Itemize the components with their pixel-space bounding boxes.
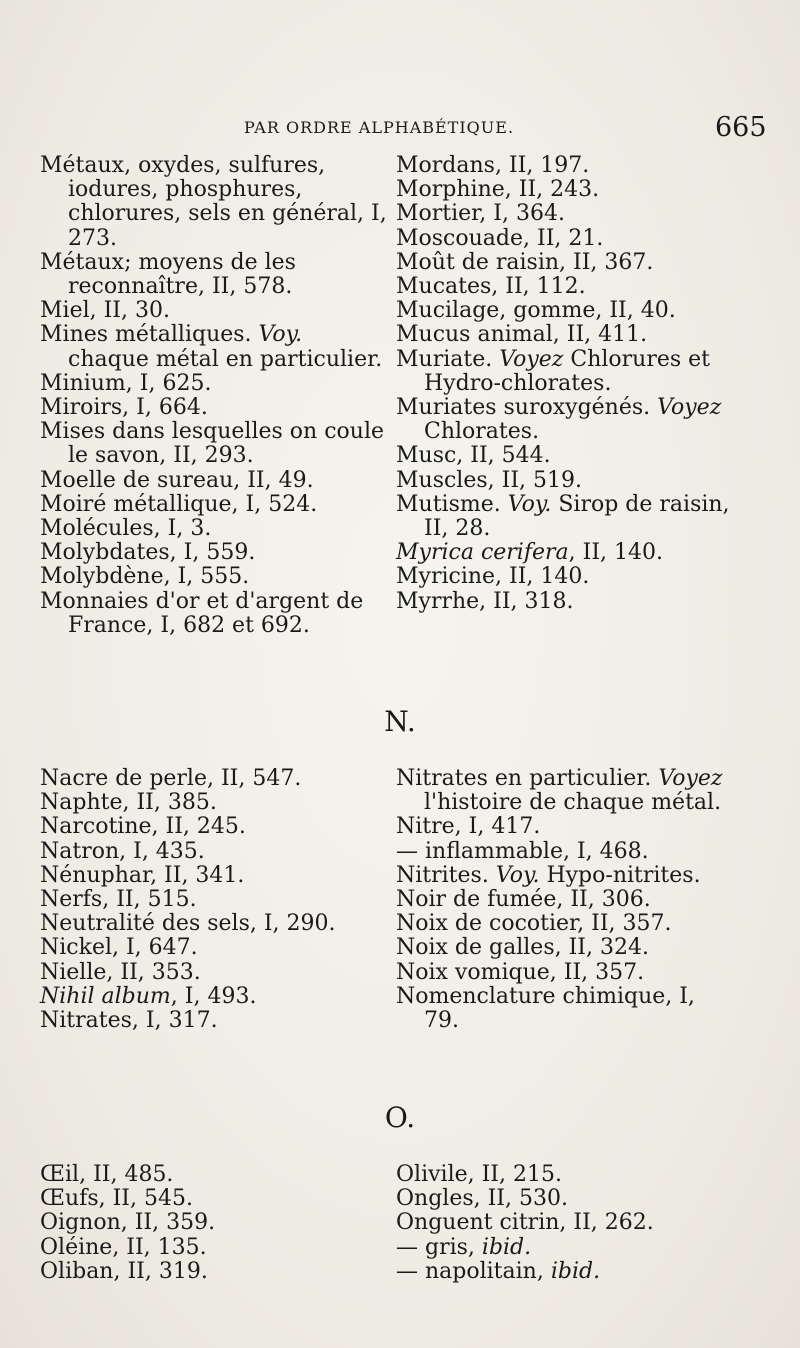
- index-entry: Molécules, I, 3.: [40, 516, 212, 542]
- index-entry: Métaux, oxydes, sulfures, iodures, phosphures, chlorures, sels en général, I, 273.: [40, 153, 387, 251]
- index-entry: Mortier, I, 364.: [396, 201, 565, 227]
- index-entry: — napolitain, ibid.: [396, 1258, 601, 1284]
- index-entry: Naphte, II, 385.: [40, 790, 217, 816]
- index-entry: Olivile, II, 215.: [396, 1162, 562, 1187]
- index-entry: Moelle de sureau, II, 49.: [40, 467, 314, 493]
- index-entry: Nerfs, II, 515.: [40, 887, 197, 913]
- index-entry: Noix de cocotier, II, 357.: [396, 911, 672, 937]
- index-entry: Miel, II, 30.: [40, 298, 170, 324]
- index-entry: Nénuphar, II, 341.: [40, 862, 245, 888]
- index-entry: Nomenclature chimique, I, 79.: [396, 983, 695, 1034]
- index-entry: Oignon, II, 359.: [40, 1210, 216, 1236]
- index-entry: Mucates, II, 112.: [396, 274, 586, 300]
- index-entry: Nitrites. Voy. Hypo-nitrites.: [396, 862, 701, 888]
- index-entry: Ongles, II, 530.: [396, 1186, 568, 1212]
- index-entry: Onguent citrin, II, 262.: [396, 1210, 654, 1236]
- index-entry-italic: Nihil album, I, 493.: [40, 983, 257, 1009]
- index-entry: Moût de raisin, II, 367.: [396, 249, 654, 275]
- section-o-left-column: [40, 1163, 390, 1284]
- index-entry: Nielle, II, 353.: [40, 959, 201, 985]
- index-entry: Molybdène, I, 555.: [40, 564, 250, 590]
- index-entry: Mises dans lesquelles on coule le savon, II, 293.: [40, 419, 384, 469]
- index-entry: Oliban, II, 319.: [40, 1258, 208, 1284]
- index-entry: Mucus animal, II, 411.: [396, 322, 648, 348]
- index-entry: Musc, II, 544.: [396, 443, 551, 469]
- section-m-left-column: [40, 154, 390, 638]
- section-letter-n: N.: [384, 705, 416, 738]
- running-title: PAR ORDRE ALPHABÉTIQUE.: [244, 118, 515, 137]
- index-entry: Molybdates, I, 559.: [40, 540, 256, 566]
- index-entry: Nacre de perle, II, 547.: [40, 766, 302, 791]
- section-n-left-column: [40, 767, 390, 1033]
- index-entry: Oléine, II, 135.: [40, 1234, 207, 1260]
- index-entry: Natron, I, 435.: [40, 838, 205, 864]
- index-entry: Nickel, I, 647.: [40, 935, 198, 961]
- index-entry: Morphine, II, 243.: [396, 177, 600, 203]
- index-entry: Muriate. Voyez Chlorures et Hydro-chlorates.: [396, 346, 711, 396]
- index-entry: Nitrates en particulier. Voyez l'histoire de chaque métal.: [396, 766, 723, 816]
- index-entry: Mines métalliques. Voy. chaque métal en particulier.: [40, 322, 383, 372]
- section-o-right-column: [396, 1163, 736, 1284]
- index-entry-italic: Myrica cerifera, II, 140.: [396, 540, 663, 566]
- section-m-right-column: [396, 154, 736, 614]
- index-entry: Narcotine, II, 245.: [40, 814, 246, 840]
- index-entry: Muriates suroxygénés. Voyez Chlorates.: [396, 395, 722, 445]
- index-entry: Moscouade, II, 21.: [396, 225, 604, 251]
- index-entry: Noix de galles, II, 324.: [396, 935, 649, 961]
- index-entry: — gris, ibid.: [396, 1234, 532, 1260]
- index-entry: — inflammable, I, 468.: [396, 838, 649, 864]
- section-n-right-column: [396, 767, 736, 1033]
- index-entry: Mordans, II, 197.: [396, 153, 590, 178]
- index-entry: Noir de fumée, II, 306.: [396, 887, 651, 913]
- index-entry: Neutralité des sels, I, 290.: [40, 911, 336, 937]
- index-entry: Œufs, II, 545.: [40, 1186, 193, 1212]
- index-entry: Nitrates, I, 317.: [40, 1008, 218, 1034]
- index-entry: Myrrhe, II, 318.: [396, 588, 574, 614]
- index-entry: Métaux; moyens de les reconnaître, II, 578.: [40, 249, 296, 300]
- page-number: 665: [715, 112, 767, 143]
- index-entry: Muscles, II, 519.: [396, 467, 582, 493]
- index-entry: Minium, I, 625.: [40, 370, 212, 396]
- index-entry: Myricine, II, 140.: [396, 564, 590, 590]
- index-entry: Mucilage, gomme, II, 40.: [396, 298, 676, 324]
- index-entry: Nitre, I, 417.: [396, 814, 541, 840]
- index-entry: Moiré métallique, I, 524.: [40, 491, 318, 517]
- index-entry: Noix vomique, II, 357.: [396, 959, 645, 985]
- section-letter-o: O.: [384, 1101, 416, 1134]
- page-header: [0, 112, 800, 152]
- index-entry: Miroirs, I, 664.: [40, 395, 208, 421]
- index-entry: Mutisme. Voy. Sirop de raisin, II, 28.: [396, 491, 730, 542]
- index-entry: Monnaies d'or et d'argent de France, I, 682 et 692.: [40, 588, 364, 638]
- index-entry: Œil, II, 485.: [40, 1162, 174, 1187]
